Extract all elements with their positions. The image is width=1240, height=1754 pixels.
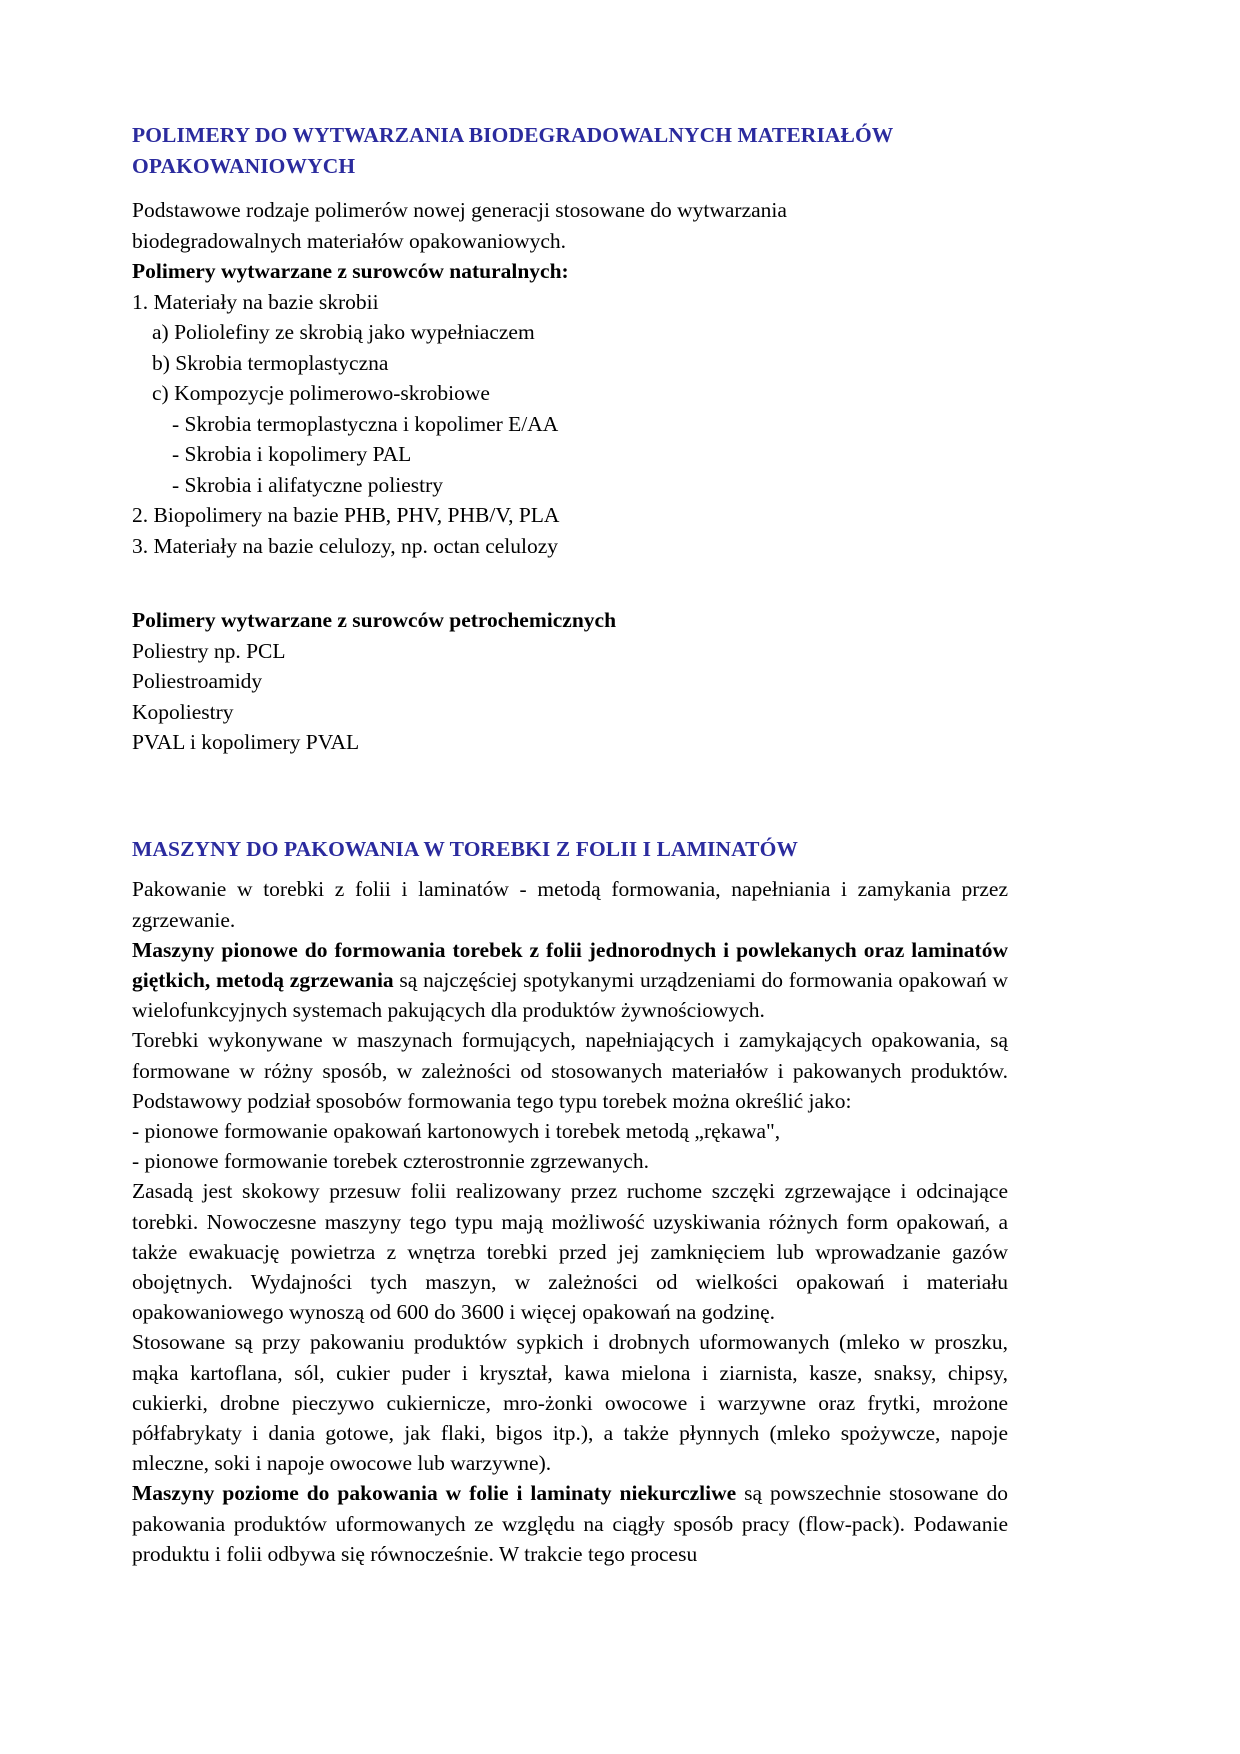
intro-line-2: biodegradowalnych materiałów opakowaniowych. bbox=[132, 228, 567, 253]
paragraph-horizontal-machines-body: są powszechnie stosowane do pakowania produktów uformowanych ze względu na ciągły sposób pracy (flow-pack). Podawanie produktu i folii odbywa się równocześnie. W trakcie tego procesu bbox=[132, 1481, 1008, 1566]
list-item: 2. Biopolimery na bazie PHB, PHV, PHB/V, PLA bbox=[132, 503, 560, 528]
subheading-natural-sources: Polimery wytwarzane z surowców naturalnych: bbox=[132, 259, 569, 284]
paragraph-spacer bbox=[132, 561, 1008, 605]
list-item: a) Poliolefiny ze skrobią jako wypełniaczem bbox=[152, 320, 535, 345]
list-item: c) Kompozycje polimerowo-skrobiowe bbox=[152, 381, 490, 406]
list-item: Poliestroamidy bbox=[132, 669, 263, 694]
paragraph-horizontal-machines-lead: Maszyny poziome do pakowania w folie i laminaty niekurczliwe bbox=[132, 1481, 737, 1506]
list-item: - Skrobia i alifatyczne poliestry bbox=[172, 472, 444, 497]
list-item: Poliestry np. PCL bbox=[132, 638, 286, 663]
paragraph-vertical-machines-body: są najczęściej spotykanymi urządzeniami do formowania opakowań w wielofunkcyjnych systemach pakujących dla produktów żywnościowych. bbox=[132, 967, 1009, 1023]
section-polymers bbox=[132, 120, 1008, 758]
list-item: PVAL i kopolimery PVAL bbox=[132, 730, 360, 755]
section-packaging-machines bbox=[132, 834, 1008, 1569]
list-item: b) Skrobia termoplastyczna bbox=[152, 350, 389, 375]
paragraph-intro: Pakowanie w torebki z folii i laminatów - metodą formowania, napełniania i zamykania przez zgrzewanie. bbox=[132, 877, 1008, 932]
paragraph-horizontal-machines bbox=[132, 1478, 1008, 1569]
list-item: - Skrobia i kopolimery PAL bbox=[172, 442, 412, 467]
paragraph-vertical-machines-lead: Maszyny pionowe do formowania torebek z folii jednorodnych i powlekanych oraz laminatów giętkich, metodą zgrzewania bbox=[132, 937, 1008, 992]
list-item: 1. Materiały na bazie skrobii bbox=[132, 289, 379, 314]
bullet-item-four-side-seal: - pionowe formowanie torebek czterostronnie zgrzewanych. bbox=[132, 1149, 649, 1174]
bullet-item-sleeve-method: - pionowe formowanie opakowań kartonowych i torebek metodą „rękawa", bbox=[132, 1118, 781, 1143]
intro-line-1: Podstawowe rodzaje polimerów nowej generacji stosowane do wytwarzania bbox=[132, 198, 787, 223]
list-item: Kopoliestry bbox=[132, 699, 234, 724]
list-item: - Skrobia termoplastyczna i kopolimer E/AA bbox=[172, 411, 559, 436]
section-two-heading: MASZYNY DO PAKOWANIA W TOREBKI Z FOLII I LAMINATÓW bbox=[132, 836, 799, 861]
paragraph-products-list: Stosowane są przy pakowaniu produktów sypkich i drobnych uformowanych (mleko w proszku, mąka kartoflana, sól, cukier puder i kryształ, kawa mielona i ziarnista, kasze, snaksy, chipsy, cukierki, drobne pieczywo cukiernicze, mro-żonki owocowe i warzywne oraz frytki, mrożone półfabrykaty i dania gotowe, jak flaki, bigos itp.), a także płynnych (mleko spożywcze, napoje mleczne, soki i napoje owocowe lub warzywne). bbox=[132, 1330, 1008, 1476]
paragraph-film-advance-principle: Zasadą jest skokowy przesuw folii realizowany przez ruchome szczęki zgrzewające i odcinające torebki. Nowoczesne maszyny tego typu mają możliwość uzyskiwania różnych form opakowań, a także ewakuację powietrza z wnętrza torebki przed jej zamknięciem lub wprowadzanie gazów obojętnych. Wydajności tych maszyn, w zależności od wielkości opakowań i materiału opakowaniowego wynoszą od 600 do 3600 i więcej opakowań na godzinę. bbox=[132, 1179, 1008, 1325]
list-item: 3. Materiały na bazie celulozy, np. octan celulozy bbox=[132, 533, 559, 558]
section-spacer bbox=[132, 758, 1008, 834]
paragraph-vertical-machines bbox=[132, 935, 1008, 1026]
subheading-petrochemical-sources: Polimery wytwarzane z surowców petrochemicznych bbox=[132, 608, 617, 633]
section-one-heading: POLIMERY DO WYTWARZANIA BIODEGRADOWALNYCH MATERIAŁÓW OPAKOWANIOWYCH bbox=[132, 123, 894, 178]
paragraph-bag-forming: Torebki wykonywane w maszynach formujących, napełniających i zamykających opakowania, są formowane w różny sposób, w zależności od stosowanych materiałów i pakowanych produktów. Podstawowy podział sposobów formowania tego typu torebek można określić jako: bbox=[132, 1028, 1008, 1113]
